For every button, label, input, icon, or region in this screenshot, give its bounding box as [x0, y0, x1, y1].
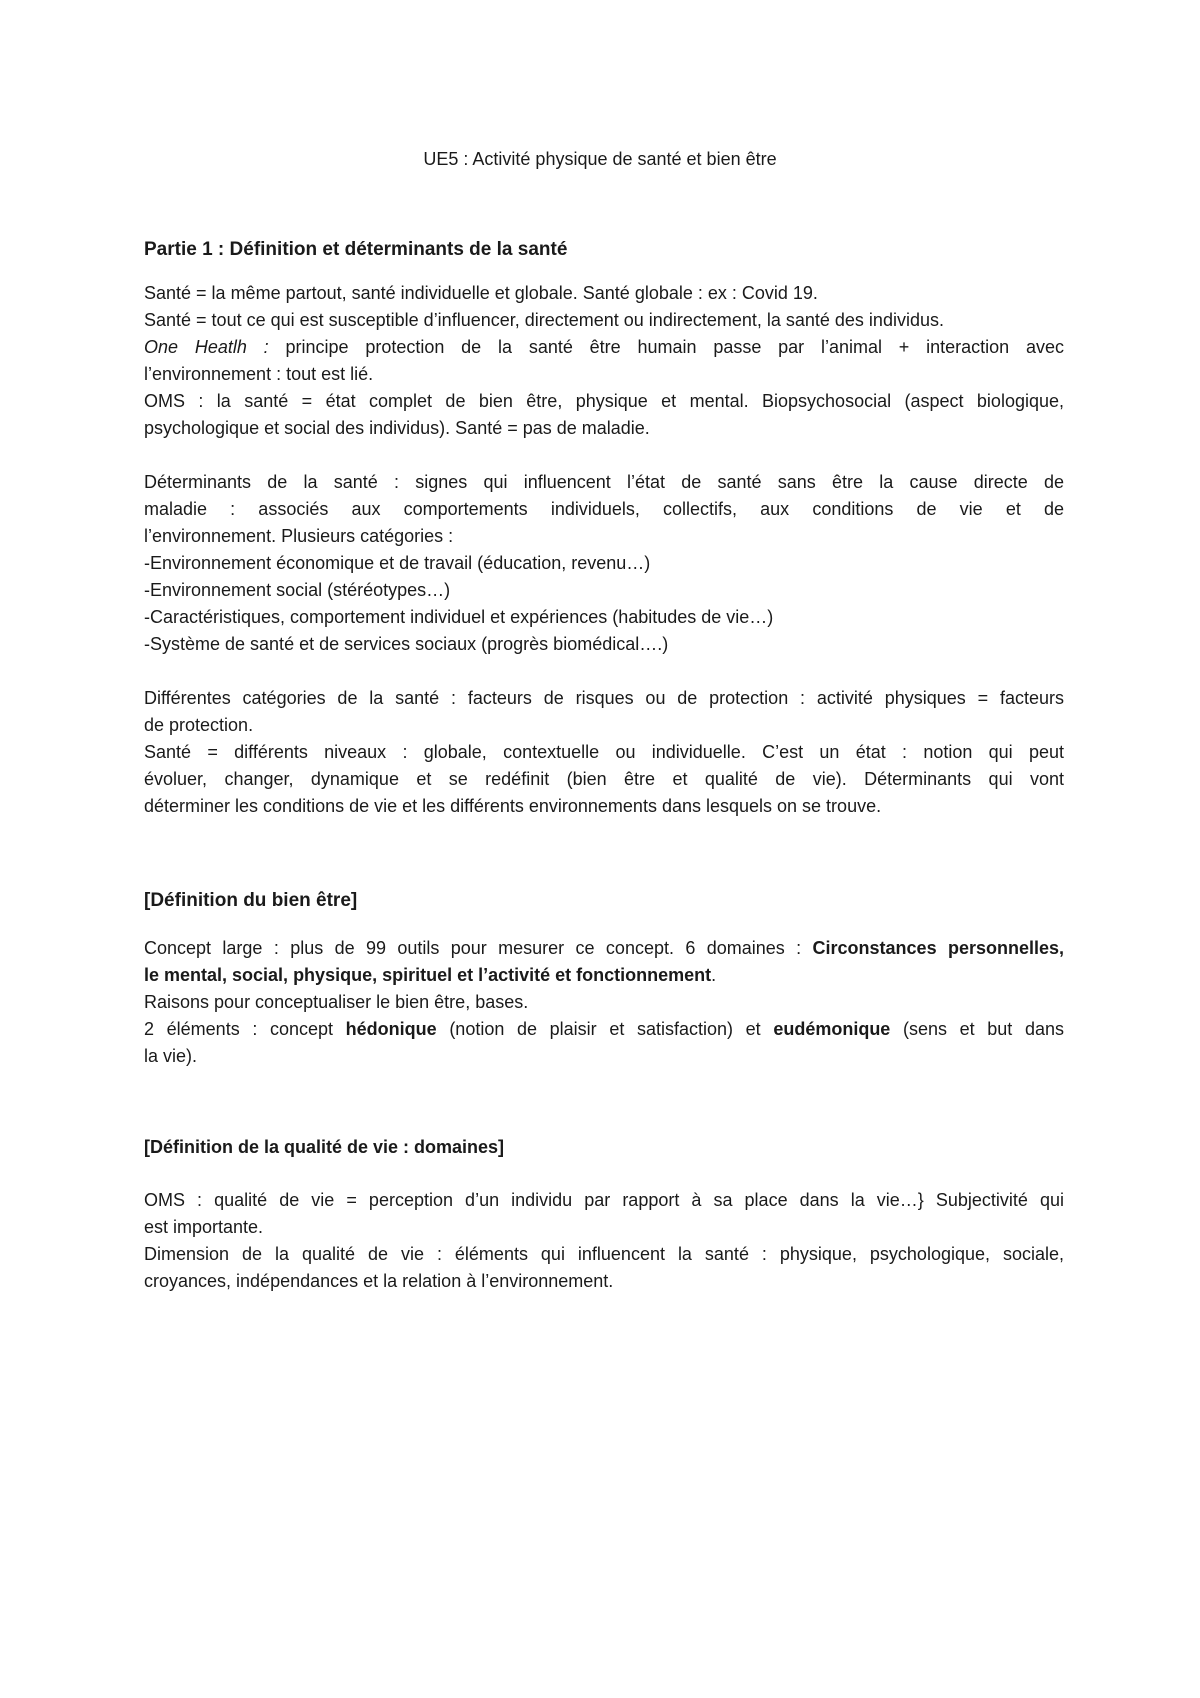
niveaux-line-1: Santé = différents niveaux : globale, contextuelle ou individuelle. C’est un état : notion qui peut [144, 742, 1064, 762]
niveaux-line-3: déterminer les conditions de vie et les différents environnements dans lesquels on se trouve. [144, 796, 882, 816]
part1-heading: Partie 1 : Définition et déterminants de la santé [144, 239, 568, 260]
one-health-line [144, 334, 1064, 361]
elements-text: (notion de plaisir et satisfaction) et [436, 1019, 774, 1039]
eudemonique-term: eudémonique [773, 1019, 891, 1039]
category-item: -Environnement social (stéréotypes…) [144, 580, 451, 600]
sante-line-2: Santé = tout ce qui est susceptible d’influencer, directement ou indirectement, la santé des individus. [144, 310, 944, 330]
qualite-oms-line-2: est importante. [144, 1217, 264, 1237]
concept-line-2 [144, 962, 1064, 989]
elements-text: (sens et but dans [890, 1019, 1064, 1039]
document-title: UE5 : Activité physique de santé et bien être [423, 149, 777, 169]
concept-end: . [711, 965, 717, 985]
determinants-line-1: Déterminants de la santé : signes qui influencent l’état de santé sans être la cause directe de [144, 472, 1064, 492]
category-item: -Environnement économique et de travail (éducation, revenu…) [144, 553, 651, 573]
determinants-line-3: l’environnement. Plusieurs catégories : [144, 526, 454, 546]
concept-domains-bold: le mental, social, physique, spirituel et l’activité et fonctionnement [144, 965, 712, 985]
one-health-term: One Heatlh : [144, 337, 269, 357]
elements-text: 2 éléments : concept [144, 1019, 346, 1039]
dimension-line-1: Dimension de la qualité de vie : éléments qui influencent la santé : physique, psychologique, sociale, [144, 1244, 1064, 1264]
qualite-oms-line-1: OMS : qualité de vie = perception d’un individu par rapport à sa place dans la vie…} Subjectivité qui [144, 1190, 1064, 1210]
elements-line-2: la vie). [144, 1046, 198, 1066]
spacer [144, 658, 1064, 685]
one-health-line-2: l’environnement : tout est lié. [144, 364, 374, 384]
part1-section [144, 237, 1064, 820]
elements-line-1 [144, 1016, 1064, 1043]
categories-line-2: de protection. [144, 715, 254, 735]
bien-etre-heading: [Définition du bien être] [144, 890, 358, 911]
category-item: -Système de santé et de services sociaux (progrès biomédical….) [144, 634, 669, 654]
category-item: -Caractéristiques, comportement individuel et expériences (habitudes de vie…) [144, 607, 774, 627]
niveaux-line-2: évoluer, changer, dynamique et se redéfinit (bien être et qualité de vie). Déterminants qui vont [144, 769, 1064, 789]
sante-line-1: Santé = la même partout, santé individuelle et globale. Santé globale : ex : Covid 19. [144, 283, 818, 303]
determinants-line-2: maladie : associés aux comportements individuels, collectifs, aux conditions de vie et de [144, 499, 1064, 519]
hedonique-term: hédonique [345, 1019, 437, 1039]
spacer [144, 442, 1064, 469]
qualite-section [144, 1134, 1064, 1295]
concept-domains-bold: Circonstances personnelles, [812, 938, 1064, 958]
raisons-line: Raisons pour conceptualiser le bien être, bases. [144, 992, 529, 1012]
concept-text: Concept large : plus de 99 outils pour mesurer ce concept. 6 domaines : [144, 938, 813, 958]
categories-line-1: Différentes catégories de la santé : facteurs de risques ou de protection : activité physiques = facteurs [144, 688, 1064, 708]
dimension-line-2: croyances, indépendances et la relation à l’environnement. [144, 1271, 614, 1291]
one-health-text: principe protection de la santé être humain passe par l’animal + interaction avec [268, 337, 1064, 357]
oms-line-1: OMS : la santé = état complet de bien être, physique et mental. Biopsychosocial (aspect biologique, [144, 391, 1064, 411]
bien-etre-section [144, 888, 1064, 1070]
oms-line-2: psychologique et social des individus). Santé = pas de maladie. [144, 418, 650, 438]
concept-line-1 [144, 935, 1064, 962]
qualite-heading: [Définition de la qualité de vie : domaines] [144, 1137, 505, 1157]
